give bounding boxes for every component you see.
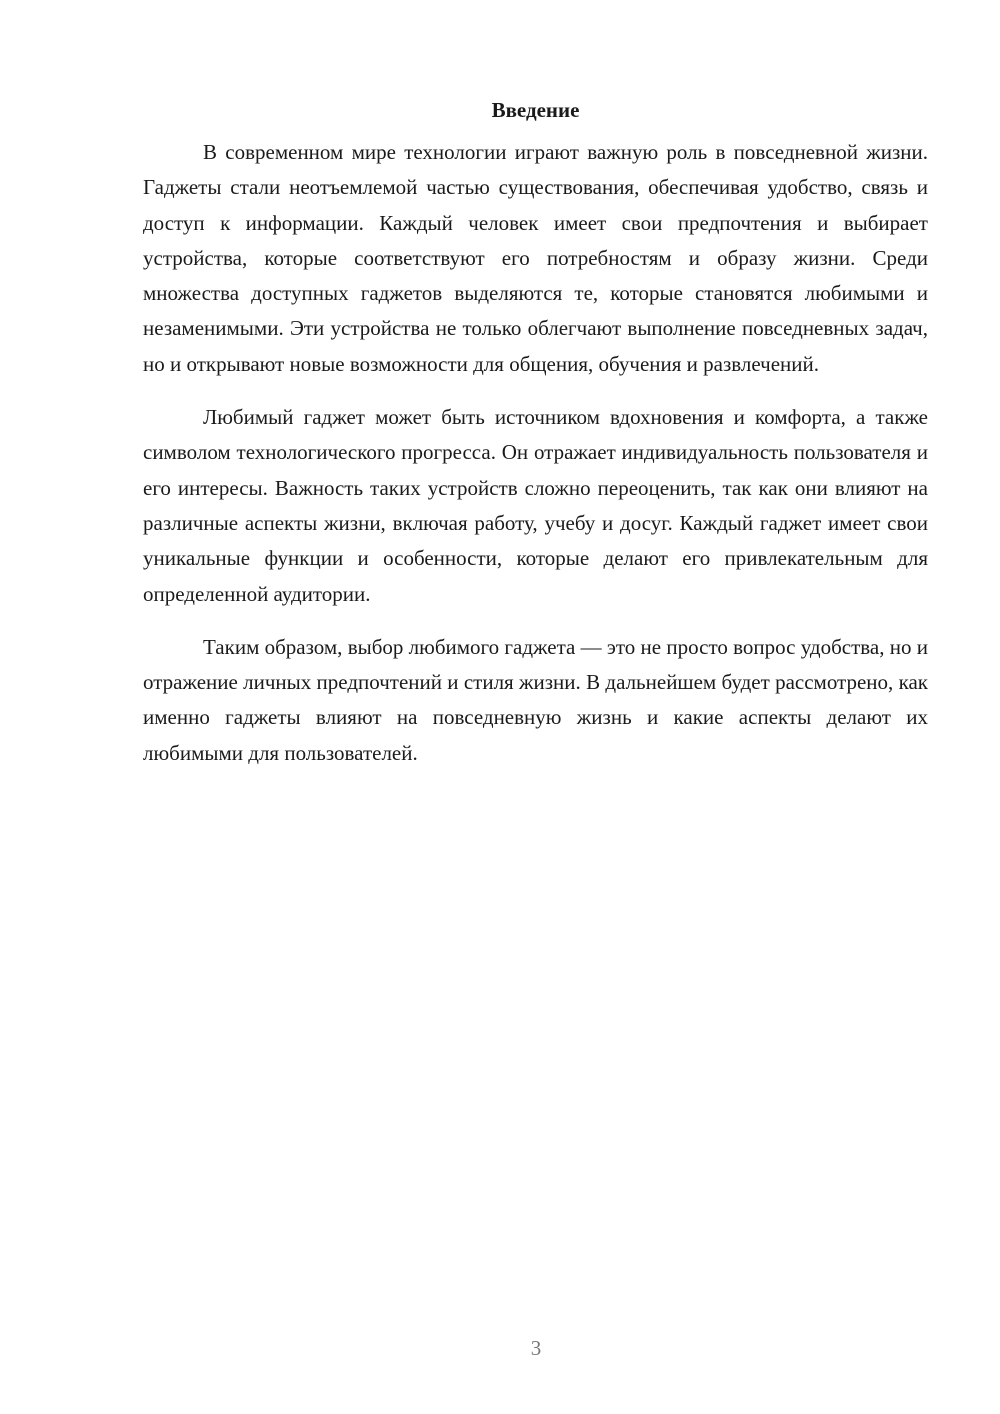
page-number: 3 [530, 1336, 542, 1360]
page-content [143, 95, 928, 789]
paragraph-3: Таким образом, выбор любимого гаджета — это не просто вопрос удобства, но и отражение личных предпочтений и стиля жизни. В дальнейшем будет рассмотрено, как именно гаджеты влияют на повседневную жизнь и какие аспекты делают их любимыми для пользователей. [143, 634, 928, 765]
paragraph-2: Любимый гаджет может быть источником вдохновения и комфорта, а также символом технологического прогресса. Он отражает индивидуальность пользователя и его интересы. Важность таких устройств сложно переоценить, так как они влияют на различные аспекты жизни, включая работу, учебу и досуг. Каждый гаджет имеет свои уникальные функции и особенности, которые делают его привлекательным для определенной аудитории. [143, 405, 928, 606]
section-heading: Введение [491, 98, 580, 122]
paragraph-1: В современном мире технологии играют важную роль в повседневной жизни. Гаджеты стали неотъемлемой частью существования, обеспечивая удобство, связь и доступ к информации. Каждый человек имеет свои предпочтения и выбирает устройства, которые соответствуют его потребностям и образу жизни. Среди множества доступных гаджетов выделяются те, которые становятся любимыми и незаменимыми. Эти устройства не только облегчают выполнение повседневных задач, но и открывают новые возможности для общения, обучения и развлечений. [143, 140, 928, 376]
